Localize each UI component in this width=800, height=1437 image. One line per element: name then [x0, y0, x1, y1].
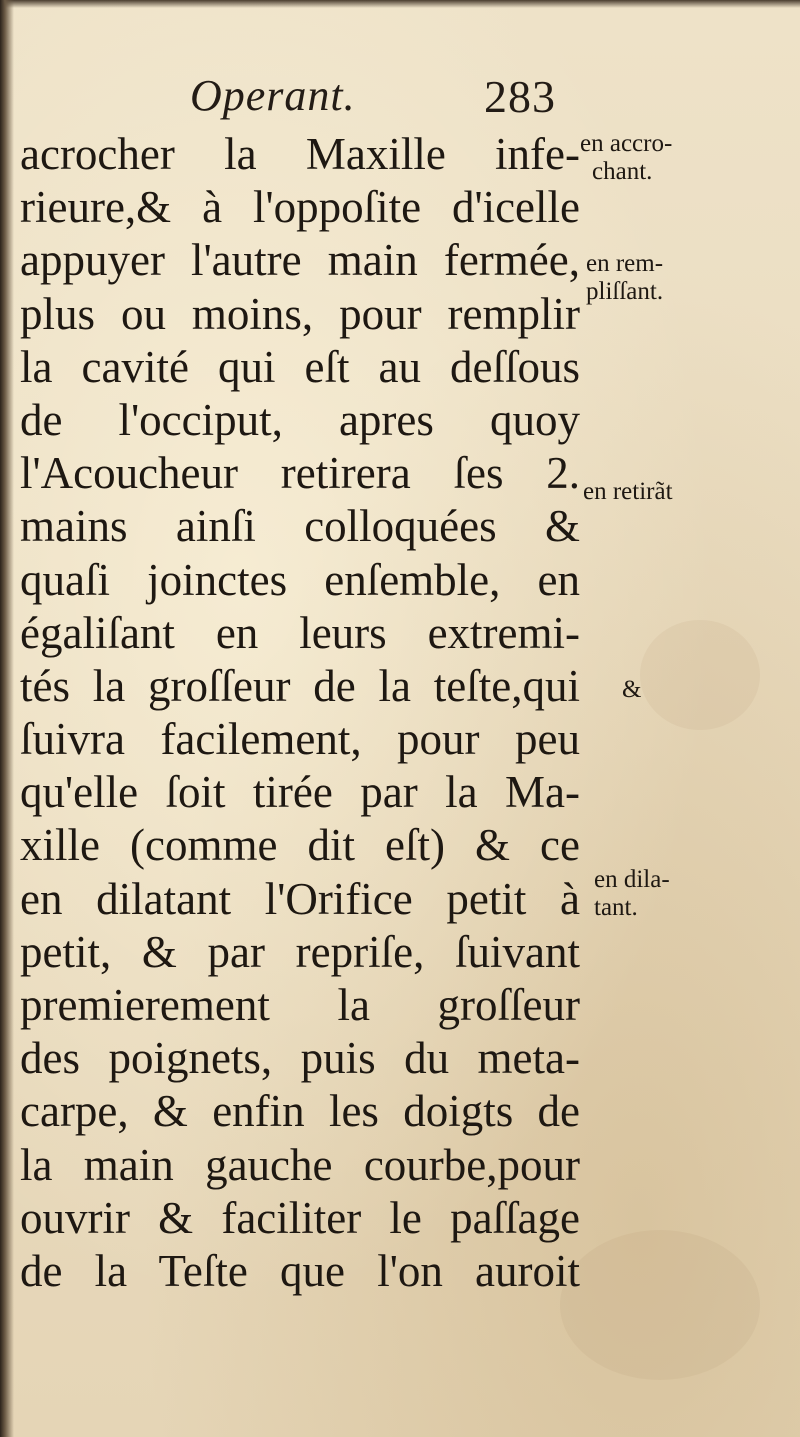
text-line: des poignets, puis du meta- [20, 1033, 580, 1084]
text-line: rieure,& à l'oppoſite d'icelle [20, 182, 580, 233]
text-line: xille (comme dit eſt) & ce [20, 820, 580, 871]
text-line: tés la groſſeur de la teſte,qui [20, 660, 580, 711]
running-head-title: Operant. [190, 71, 356, 120]
text-line: appuyer l'autre main fermée, [20, 235, 580, 286]
page-number: 283 [484, 71, 556, 122]
margin-note-line: chant. [592, 158, 653, 185]
text-line: mains ainſi colloquées & [20, 501, 580, 552]
binding-gutter [0, 0, 14, 1437]
margin-note-line: en accro- [580, 130, 673, 157]
text-line: égaliſant en leurs extremi- [20, 607, 580, 658]
margin-note-line: en retirãt [583, 478, 673, 505]
margin-note-en-remplissant [586, 250, 663, 306]
text-line: carpe, & enfin les doigts de [20, 1086, 580, 1137]
text-line: premierement la groſſeur [20, 980, 580, 1030]
body-text [20, 128, 580, 1298]
text-line: ſuivra facilement, pour peu [20, 714, 580, 765]
running-head [0, 70, 800, 130]
text-line: la cavité qui eſt au deſſous [20, 341, 580, 392]
text-line: ouvrir & faciliter le paſſage [20, 1192, 580, 1243]
margin-note-line: pliſſant. [586, 278, 664, 305]
text-line: en dilatant l'Orifice petit à [20, 873, 580, 924]
paper-stain [640, 620, 760, 730]
margin-note-line: en rem- [586, 250, 664, 277]
text-line: acrocher la Maxille infe- [20, 129, 580, 179]
text-line: la main gauche courbe,pour [20, 1139, 580, 1190]
text-line: petit, & par repriſe, ſuivant [20, 926, 580, 977]
text-line: qu'elle ſoit tirée par la Ma- [20, 767, 580, 818]
margin-note-en-retirant [583, 478, 673, 506]
margin-note-line: tant. [594, 894, 638, 921]
margin-note-line: en dila- [594, 866, 670, 893]
text-line: quaſi joinctes enſemble, en [20, 554, 580, 605]
page-top-edge [0, 0, 800, 8]
text-line: de l'occiput, apres quoy [20, 394, 580, 445]
text-line: de la Teſte que l'on auroit [20, 1245, 580, 1296]
margin-note-en-dilatant [594, 866, 670, 922]
margin-note-line: & [622, 676, 642, 703]
margin-note-ampersand [622, 676, 641, 704]
margin-note-en-accrochant [580, 130, 672, 186]
text-line: plus ou moins, pour remplir [20, 288, 580, 339]
paper-stain [560, 1230, 760, 1380]
text-line: l'Acoucheur retirera ſes 2. [20, 448, 580, 499]
